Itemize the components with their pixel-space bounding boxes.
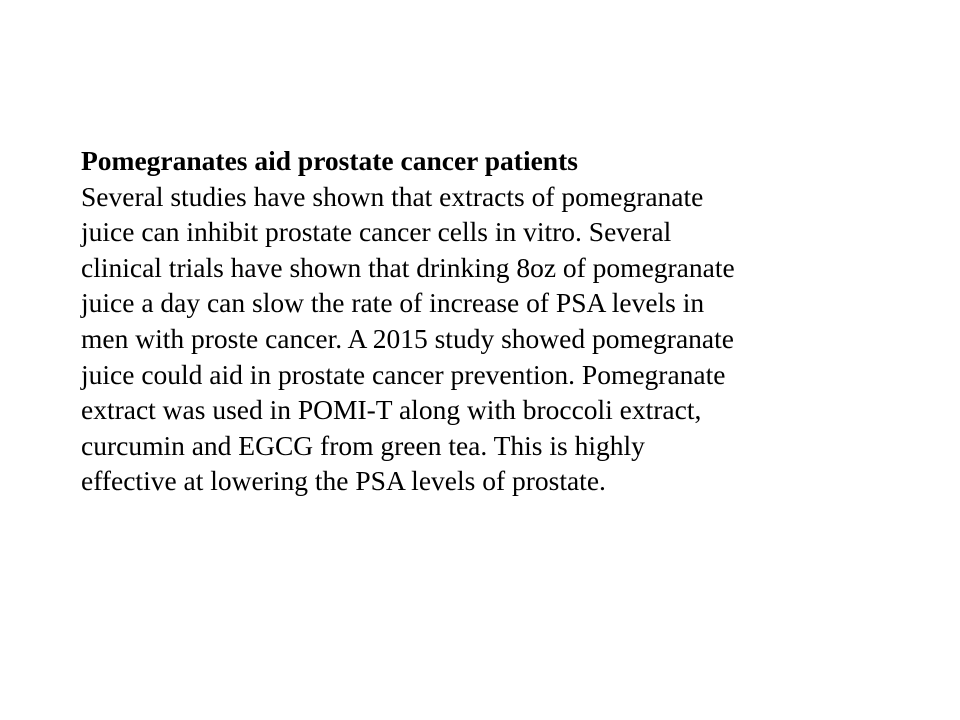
body-line-7: extract was used in POMI-T along with broccoli extract, — [81, 394, 702, 426]
slide-heading: Pomegranates aid prostate cancer patients — [81, 145, 578, 176]
body-line-9: effective at lowering the PSA levels of prostate. — [81, 465, 606, 497]
body-line-2: juice can inhibit prostate cancer cells in vitro. Several — [81, 216, 672, 248]
text-block — [81, 143, 911, 499]
body-line-5: men with proste cancer. A 2015 study showed pomegranate — [81, 322, 734, 354]
body-line-6: juice could aid in prostate cancer prevention. Pomegranate — [81, 358, 726, 390]
body-line-8: curcumin and EGCG from green tea. This is highly — [81, 429, 645, 461]
body-line-4: juice a day can slow the rate of increase of PSA levels in — [81, 287, 705, 319]
body-line-3: clinical trials have shown that drinking 8oz of pomegranate — [81, 251, 735, 283]
body-line-1: Several studies have shown that extracts of pomegranate — [81, 180, 704, 212]
